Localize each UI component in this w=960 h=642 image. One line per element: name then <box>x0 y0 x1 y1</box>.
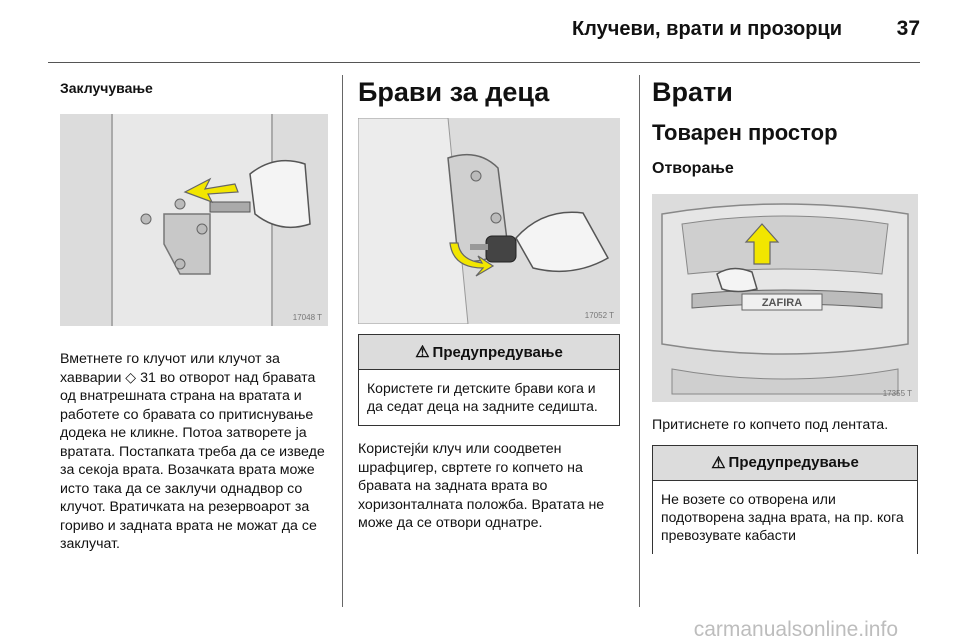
section-heading-locking: Заклучување <box>60 80 153 96</box>
warning-title: Предупредување <box>728 454 859 471</box>
figure-code: 17052 T <box>584 311 614 320</box>
warning-icon: ⚠ <box>711 454 726 472</box>
column-locking <box>60 72 332 554</box>
child-lock-illustration <box>358 118 620 324</box>
column-child-locks <box>358 72 620 533</box>
watermark: carmanualsonline.info <box>693 618 898 641</box>
section-subheading-load-compartment: Товарен простор <box>652 120 838 145</box>
header-title: Клучеви, врати и прозорци <box>571 18 842 40</box>
warning-box-tailgate <box>652 445 918 554</box>
warning-text: Не возете со отворена или подотворена задна врата, на пр. кога превозувате кабасти <box>661 490 904 543</box>
column-divider <box>639 75 640 607</box>
door-lock-illustration <box>60 114 328 326</box>
figure-tailgate <box>652 194 918 402</box>
zafira-badge: ZAFIRA <box>761 297 803 309</box>
section-subheading-opening: Отворање <box>652 160 734 177</box>
warning-title: Предупредување <box>432 343 563 361</box>
locking-instructions: Вметнете го клучот или клучот за хавварии ◇ 31 во отворот над бравата од внатрешната страна на вратата и работете со бравата со притиснување додека не кликне. Потоа затворете ја вратата. Постапката треба да се изведе за секоја врата. Возачката врата може исто така да се заклучи однадвор со клучот. Вратичката на резервоарот за гориво и задната врата не можат да се заклучат. <box>60 351 325 552</box>
figure-code: 17048 T <box>292 313 322 322</box>
page-header <box>0 0 960 62</box>
section-heading-child-locks: Брави за деца <box>358 77 550 107</box>
child-lock-instructions: Користејќи клуч или соодветен шрафцигер, свртете го копчето на бравата на задната врата во хоризонталната положба. Вратата не може да се отвори однатре. <box>358 441 605 531</box>
warning-header <box>653 446 917 481</box>
warning-header <box>359 335 619 370</box>
page-number: 37 <box>896 17 920 40</box>
header-rule <box>48 62 920 63</box>
tailgate-illustration <box>652 194 918 402</box>
column-doors <box>652 72 918 554</box>
warning-icon: ⚠ <box>415 344 430 361</box>
tailgate-instructions: Притиснете го копчето под лентата. <box>652 417 889 433</box>
section-heading-doors: Врати <box>652 77 733 107</box>
figure-code: 17355 T <box>882 389 912 398</box>
figure-door-lock <box>60 114 328 326</box>
column-divider <box>342 75 343 607</box>
warning-text: Користете ги детските брави кога и да седат деца на задните седишта. <box>367 380 598 414</box>
warning-box-child-locks <box>358 334 620 426</box>
figure-child-lock <box>358 118 620 324</box>
